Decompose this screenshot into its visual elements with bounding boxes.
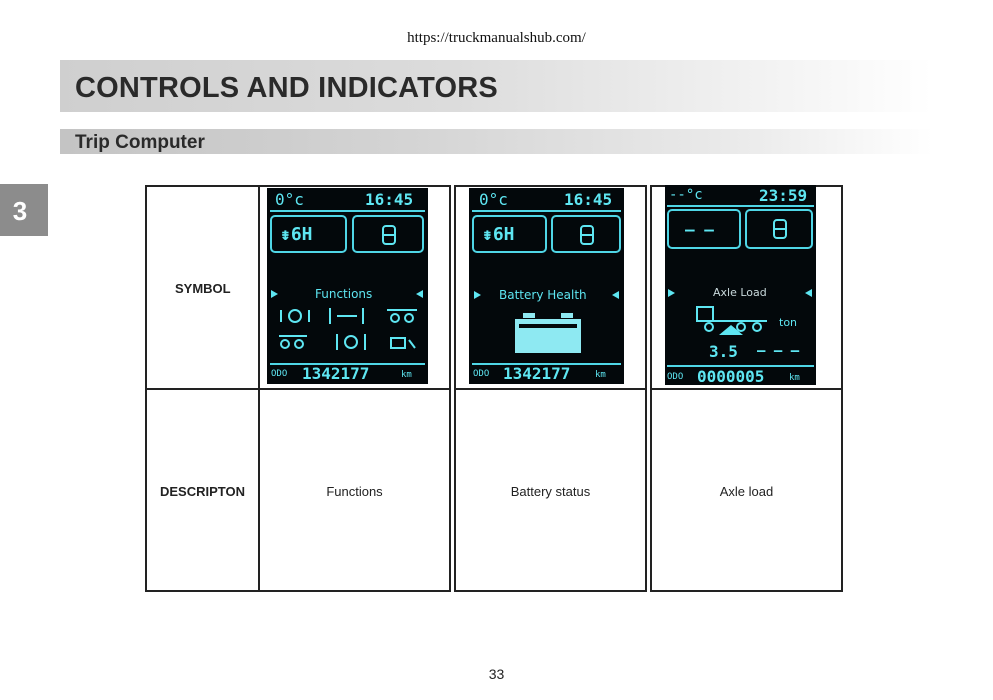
description-row-label: DESCRIPTON [160, 484, 245, 499]
vehicle-box [745, 209, 813, 249]
temperature-readout: 0°c [479, 190, 508, 209]
gear-readout: ⇟6H [482, 224, 515, 245]
menu-right-arrow-icon [612, 291, 619, 299]
menu-title: Functions [315, 287, 373, 301]
gear-box [270, 215, 347, 253]
odometer-unit: km [401, 370, 412, 380]
page-title: CONTROLS AND INDICATORS [75, 72, 498, 104]
battery-description: Battery status [510, 484, 591, 499]
odometer-value: 1342177 [302, 364, 370, 383]
clock-readout: 16:45 [564, 190, 613, 209]
functions-description-cell [258, 388, 451, 592]
temperature-readout: --°c [669, 187, 703, 203]
symbol-row-label: SYMBOL [175, 281, 231, 296]
lcd-divider [472, 210, 621, 212]
page-number: 33 [488, 666, 505, 682]
clock-readout: 16:45 [365, 190, 414, 209]
menu-left-arrow-icon [474, 291, 481, 299]
odometer-label: ODO [271, 369, 288, 379]
vehicle-box [551, 215, 621, 253]
menu-left-arrow-icon [271, 290, 278, 298]
gear-readout: — — [685, 220, 714, 239]
odometer-label: ODO [667, 372, 684, 382]
door-lock-icon [771, 217, 789, 241]
section-title-bar [60, 60, 933, 112]
battery-icon [513, 313, 583, 355]
symbol-label-cell [145, 185, 260, 390]
menu-left-arrow-icon [668, 289, 675, 297]
door-lock-icon [578, 223, 596, 247]
odometer-unit: km [595, 370, 606, 380]
lcd-divider [270, 210, 425, 212]
odometer-value: 1342177 [503, 364, 571, 383]
load-value: 3.5 [709, 342, 738, 361]
temperature-readout: 0°c [275, 190, 304, 209]
gear-box [472, 215, 547, 253]
menu-title: Battery Health [499, 288, 587, 302]
truck-axle-icon [695, 303, 770, 337]
battery-description-cell [454, 388, 647, 592]
functions-lcd-screen [267, 188, 428, 384]
lcd-divider [667, 205, 814, 207]
menu-right-arrow-icon [805, 289, 812, 297]
clock-readout: 23:59 [759, 186, 808, 205]
gear-readout: ⇟6H [280, 224, 313, 245]
function-icons-grid [275, 304, 423, 356]
source-url[interactable]: https://truckmanualshub.com/ [407, 30, 586, 46]
vehicle-box [352, 215, 424, 253]
load-unit: ton [779, 316, 798, 329]
subsection-title: Trip Computer [75, 132, 205, 153]
load-placeholder: – – – [757, 343, 800, 359]
axle-description-cell [650, 388, 843, 592]
odometer-label: ODO [473, 369, 490, 379]
chapter-tab [0, 184, 48, 236]
axle-description: Axle load [719, 484, 774, 499]
door-lock-icon [380, 223, 398, 247]
gear-box [667, 209, 741, 249]
chapter-number: 3 [12, 196, 28, 226]
odometer-unit: km [789, 373, 800, 383]
functions-description: Functions [326, 484, 383, 499]
menu-right-arrow-icon [416, 290, 423, 298]
battery-lcd-screen [469, 188, 624, 384]
odometer-value: 0000005 [697, 367, 765, 385]
menu-title: Axle Load [713, 286, 767, 299]
description-label-cell [145, 388, 260, 592]
axle-lcd-screen [665, 185, 816, 385]
subsection-title-bar [60, 129, 933, 154]
